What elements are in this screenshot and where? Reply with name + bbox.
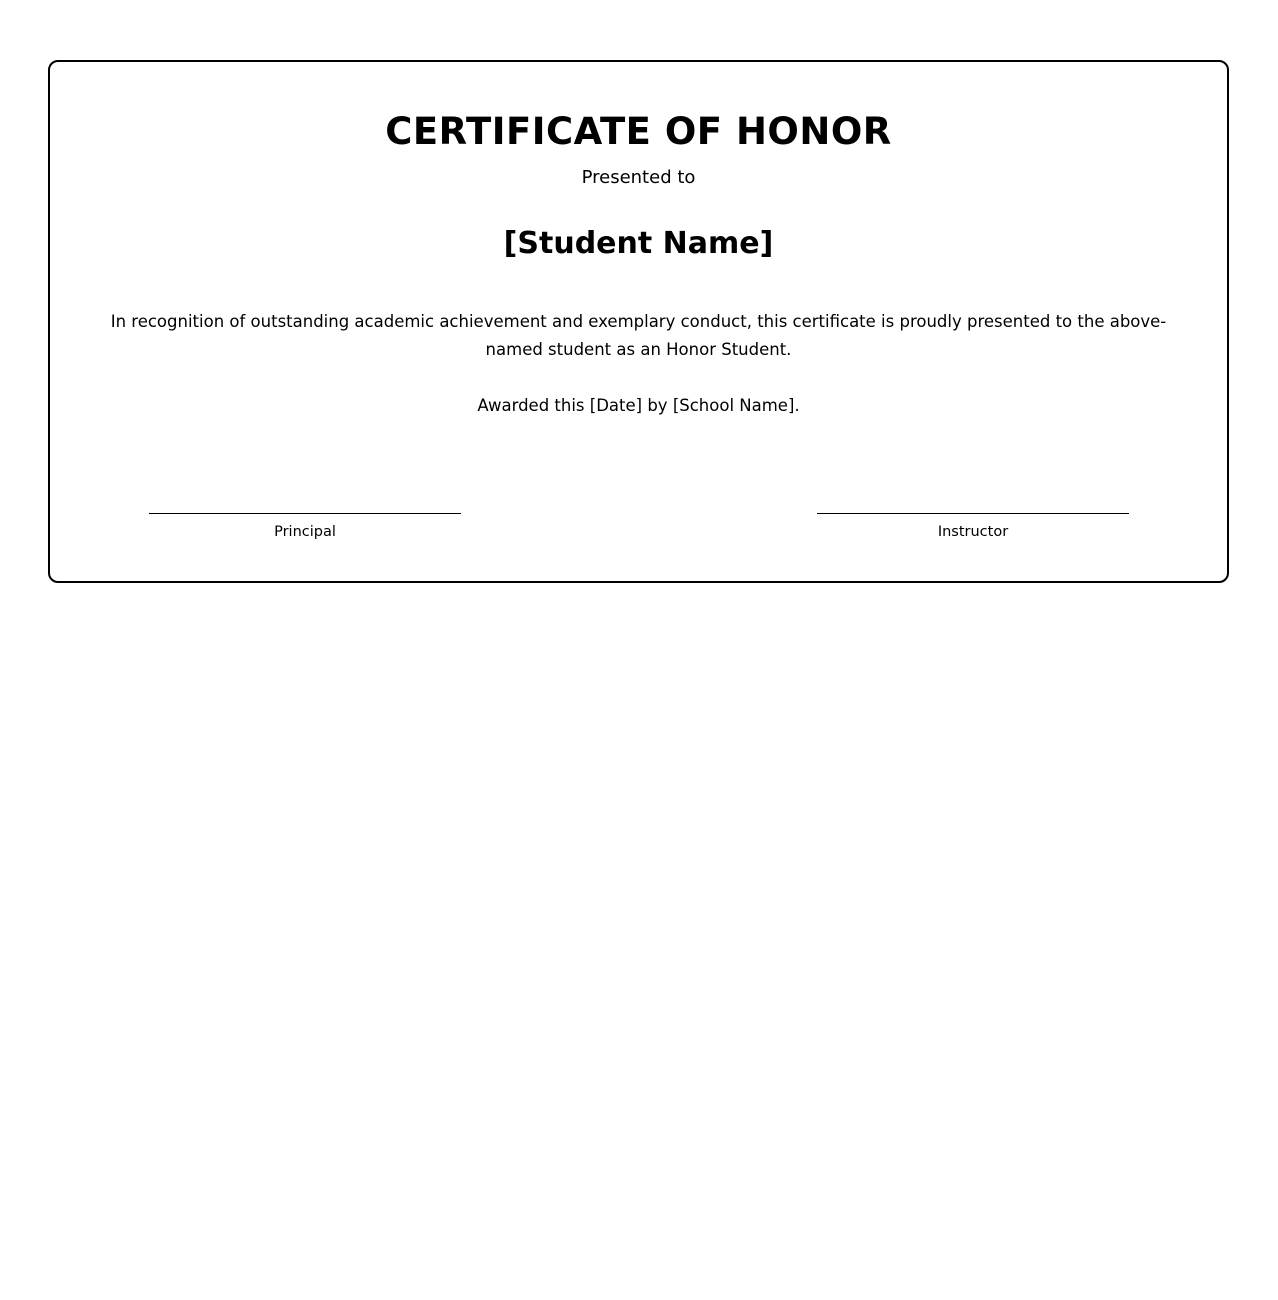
recognition-text: In recognition of outstanding academic achievement and exemplary conduct, this certificate is proudly presented to the above-named student as an Honor Student. [110,312,1167,359]
student-name: [Student Name] [503,226,774,261]
signature-block-instructor [817,513,1129,542]
signature-line [149,513,461,514]
signature-label-instructor: Instructor [937,524,1009,540]
presented-to-label: Presented to [581,167,696,188]
certificate-title: CERTIFICATE OF HONOR [385,110,892,153]
certificate-frame [48,60,1229,583]
signature-line [817,513,1129,514]
signature-block-principal [149,513,461,542]
awarded-text: Awarded this [Date] by [School Name]. [477,396,800,415]
signature-label-principal: Principal [274,524,336,540]
